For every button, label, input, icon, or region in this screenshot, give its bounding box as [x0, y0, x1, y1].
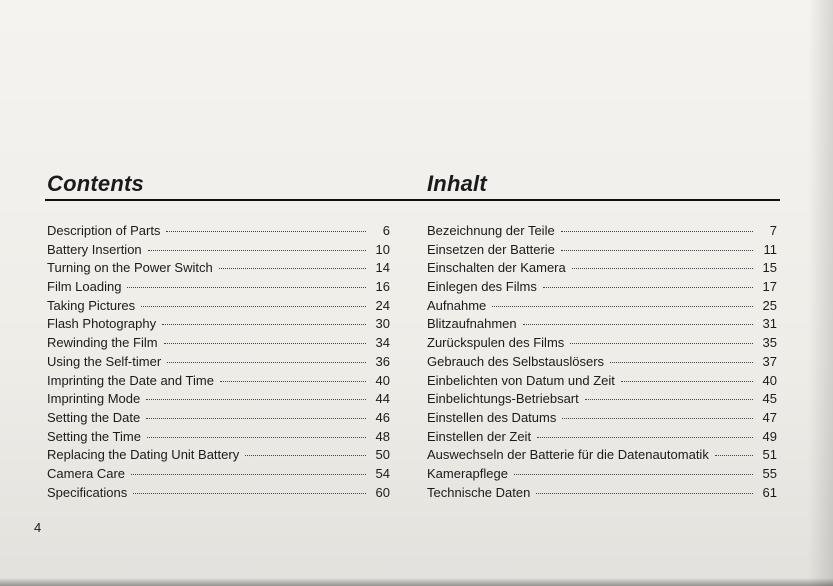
toc-entry-page: 37: [762, 353, 777, 369]
toc-entry-page: 10: [375, 241, 390, 257]
toc-entry-page: 31: [762, 316, 777, 332]
toc-entry-title: Setting the Date: [47, 409, 141, 425]
toc-entry-title: Gebrauch des Selbstauslösers: [427, 353, 605, 369]
toc-entry-page: 15: [762, 260, 777, 276]
dot-leader: [245, 455, 366, 456]
toc-entry-page: 30: [375, 316, 390, 332]
dot-leader: [167, 362, 366, 363]
toc-entry-title: Zurückspulen des Films: [427, 335, 565, 351]
toc-entry: [427, 222, 777, 241]
dot-leader: [162, 324, 366, 325]
toc-entry-title: Auswechseln der Batterie für die Datenautomatik: [427, 447, 709, 463]
heading-rule: [45, 199, 780, 201]
dot-leader: [610, 362, 753, 363]
dot-leader: [147, 437, 366, 438]
toc-entry-page: 7: [769, 223, 777, 238]
toc-entry-title: Turning on the Power Switch: [47, 260, 213, 276]
toc-entry-page: 61: [762, 484, 777, 500]
toc-entry-page: 40: [762, 372, 777, 388]
dot-leader: [220, 381, 366, 382]
toc-entry-page: 49: [762, 428, 777, 444]
toc-entry-page: 35: [762, 335, 777, 351]
dot-leader: [562, 418, 753, 419]
toc-entry-page: 11: [763, 241, 777, 257]
inhalt-heading: Inhalt: [427, 171, 487, 196]
toc-entry-title: Setting the Time: [47, 428, 141, 444]
toc-entry-page: 25: [762, 297, 777, 313]
toc-entry-title: Aufnahme: [427, 297, 487, 313]
toc-entry-title: Specifications: [47, 484, 128, 500]
toc-entry: [47, 390, 390, 409]
toc-entry-page: 48: [375, 428, 390, 444]
dot-leader: [561, 231, 753, 232]
toc-entry: [427, 278, 777, 297]
dot-leader: [166, 231, 366, 232]
contents-heading: Contents: [47, 171, 144, 196]
toc-entry-title: Blitzaufnahmen: [427, 316, 517, 332]
toc-entry-page: 17: [762, 279, 777, 295]
toc-entry-title: Battery Insertion: [47, 241, 142, 257]
contents-list: [47, 222, 390, 502]
dot-leader: [561, 250, 753, 251]
toc-entry-page: 60: [375, 484, 390, 500]
inhalt-list: [427, 222, 777, 502]
inhalt-column: [427, 170, 777, 502]
toc-entry: [47, 372, 390, 391]
toc-entry-title: Imprinting the Date and Time: [47, 372, 214, 388]
toc-entry: [427, 259, 777, 278]
toc-entry-page: 34: [375, 335, 390, 351]
toc-entry-title: Description of Parts: [47, 223, 161, 238]
toc-entry-title: Imprinting Mode: [47, 391, 141, 407]
toc-entry: [47, 484, 390, 503]
dot-leader: [492, 306, 753, 307]
dot-leader: [146, 418, 366, 419]
toc-entry-title: Rewinding the Film: [47, 335, 158, 351]
toc-entry: [427, 390, 777, 409]
toc-entry-title: Einbelichten von Datum und Zeit: [427, 372, 615, 388]
toc-entry-page: 51: [762, 447, 777, 463]
toc-entry: [427, 409, 777, 428]
toc-entry-title: Camera Care: [47, 465, 126, 481]
dot-leader: [219, 268, 366, 269]
toc-entry-title: Einstellen des Datums: [427, 409, 557, 425]
dot-leader: [131, 474, 366, 475]
toc-entry: [47, 315, 390, 334]
toc-entry-title: Flash Photography: [47, 316, 157, 332]
toc-entry: [427, 372, 777, 391]
dot-leader: [572, 268, 753, 269]
dot-leader: [585, 399, 753, 400]
dot-leader: [164, 343, 366, 344]
toc-entry: [47, 241, 390, 260]
toc-entry-page: 45: [762, 391, 777, 407]
toc-entry-page: 14: [375, 260, 390, 276]
toc-entry-page: 24: [375, 297, 390, 313]
toc-entry: [47, 353, 390, 372]
toc-entry-page: 44: [375, 391, 390, 407]
toc-entry-title: Kamerapflege: [427, 465, 508, 481]
dot-leader: [715, 455, 753, 456]
dot-leader: [133, 493, 366, 494]
toc-entry-page: 55: [762, 465, 777, 481]
toc-entry: [427, 334, 777, 353]
dot-leader: [537, 437, 753, 438]
dot-leader: [148, 250, 366, 251]
toc-entry: [427, 428, 777, 447]
toc-entry: [47, 428, 390, 447]
toc-entry-title: Using the Self-timer: [47, 353, 162, 369]
toc-entry-page: 40: [375, 372, 390, 388]
toc-entry: [427, 297, 777, 316]
toc-entry-page: 50: [375, 447, 390, 463]
dot-leader: [536, 493, 753, 494]
toc-entry-title: Technische Daten: [427, 484, 531, 500]
toc-entry: [47, 409, 390, 428]
toc-entry-title: Einschalten der Kamera: [427, 260, 566, 276]
toc-entry-page: 54: [375, 465, 390, 481]
toc-entry: [427, 484, 777, 503]
dot-leader: [127, 287, 366, 288]
toc-entry-title: Replacing the Dating Unit Battery: [47, 447, 240, 463]
toc-entry: [47, 278, 390, 297]
toc-entry: [427, 241, 777, 260]
toc-entry: [427, 353, 777, 372]
toc-entry-title: Taking Pictures: [47, 297, 136, 313]
toc-entry-title: Einstellen der Zeit: [427, 428, 532, 444]
toc-entry: [47, 297, 390, 316]
toc-entry: [47, 446, 390, 465]
toc-entry: [427, 446, 777, 465]
toc-entry-title: Film Loading: [47, 279, 122, 295]
toc-entry: [47, 259, 390, 278]
toc-entry-page: 36: [375, 353, 390, 369]
dot-leader: [543, 287, 753, 288]
toc-entry-page: 16: [375, 279, 390, 295]
toc-entry: [47, 334, 390, 353]
toc-entry-title: Einbelichtungs-Betriebsart: [427, 391, 579, 407]
toc-entry-page: 46: [375, 409, 390, 425]
toc-entry: [427, 315, 777, 334]
toc-entry: [47, 222, 390, 241]
toc-entry-title: Einsetzen der Batterie: [427, 241, 555, 257]
page-bottom-shadow: [0, 578, 833, 586]
toc-entry-page: 47: [762, 409, 777, 425]
dot-leader: [523, 324, 753, 325]
contents-column: [47, 170, 390, 502]
dot-leader: [514, 474, 753, 475]
toc-entry-title: Bezeichnung der Teile: [427, 223, 555, 238]
dot-leader: [570, 343, 753, 344]
toc-entry: [427, 465, 777, 484]
toc-entry: [47, 465, 390, 484]
page-number: 4: [34, 520, 42, 535]
dot-leader: [146, 399, 366, 400]
toc-entry-page: 6: [382, 223, 390, 238]
toc-entry-title: Einlegen des Films: [427, 279, 537, 295]
dot-leader: [621, 381, 753, 382]
dot-leader: [141, 306, 366, 307]
